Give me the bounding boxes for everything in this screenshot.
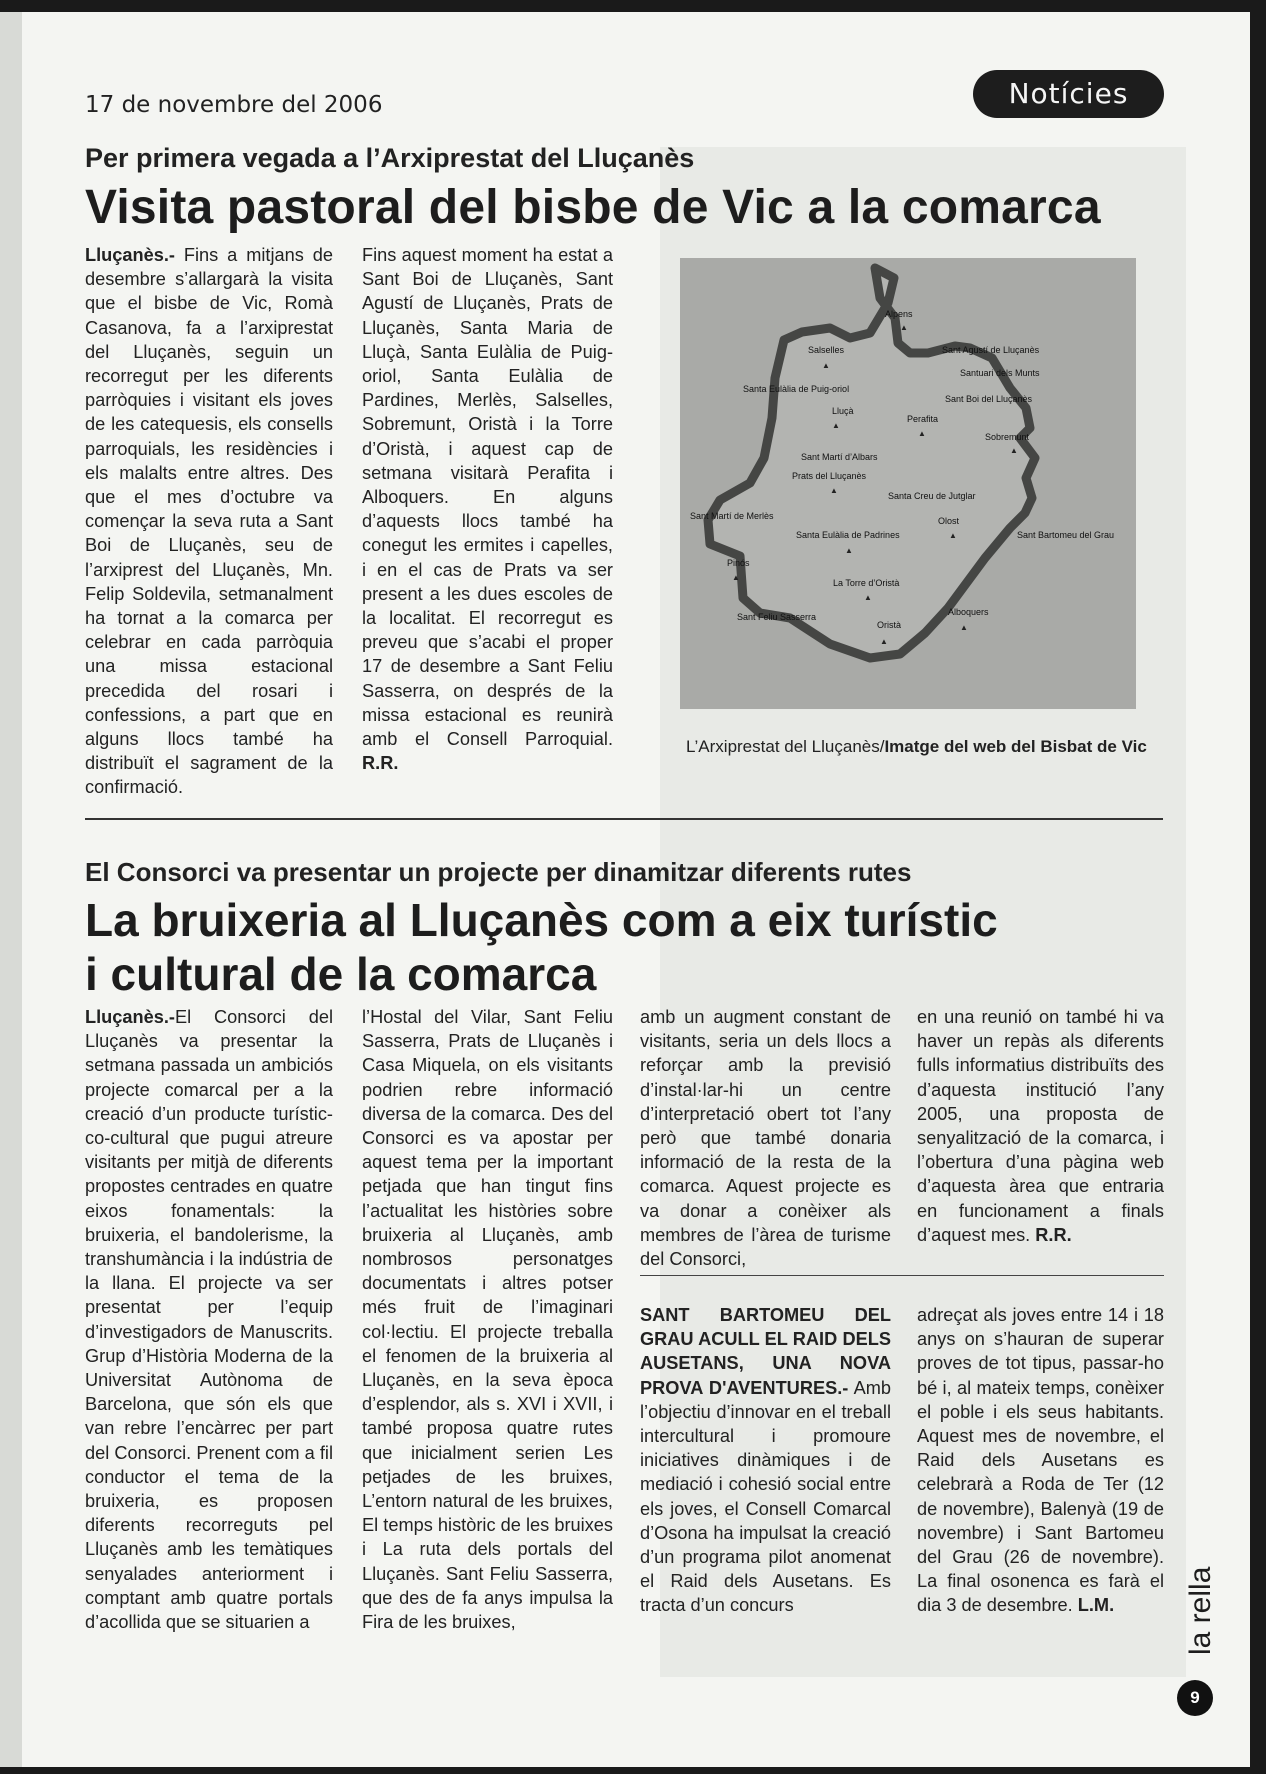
map-label-pinos: Pinós <box>727 558 750 568</box>
svg-text:▲: ▲ <box>864 593 872 602</box>
page-number: 9 <box>1177 1680 1213 1716</box>
magazine-logo <box>1172 1555 1232 1655</box>
article2-headline <box>85 893 998 1001</box>
article2-column-4 <box>917 1005 1164 1247</box>
map-label-sant-marti-merles: Sant Martí de Merlès <box>690 511 774 521</box>
svg-text:▲: ▲ <box>949 531 957 540</box>
article1-lead: Lluçanès.- <box>85 245 175 265</box>
article1-col1-text: Fins a mitjans de desembre s’allargarà la visita que el bisbe de Vic, Romà Casanova, fa a l’arxiprestat del Lluçanès, seguin un recorregut per les diferents parròquies i visitant els joves de les catequesis, els consells parroquials, les residències i els malalts entre altres. Des que el mes d’octubre va començar la seva ruta a Sant Boi de Lluçanès, seu de l’arxiprest del Lluçanès, Mn. Felip Soldevila, setmanalment ha tornat a la comarca per celebrar en cada parròquia una missa estacional precedida del rosari i confessions, a part que en alguns llocs també ha distribuït el sagrament de la confirmació. <box>85 245 333 798</box>
article2-kicker: El Consorci va presentar un projecte per dinamitzar diferents rutes <box>85 857 912 887</box>
map-label-sant-boi: Sant Boi del Lluçanès <box>945 394 1033 404</box>
map-label-torre-orista: La Torre d’Oristà <box>833 578 900 588</box>
svg-text:▲: ▲ <box>822 361 830 370</box>
article3-headline: SANT BARTOMEU DEL GRAU ACULL EL RAID DELS AUSETANS, UNA NOVA PROVA D'AVENTURES.- <box>640 1305 891 1398</box>
article2-headline-line2: i cultural de la comarca <box>85 948 597 1000</box>
article1-column-1 <box>85 243 333 800</box>
map-label-sant-bartomeu: Sant Bartomeu del Grau <box>1017 530 1115 540</box>
map-label-prats: Prats del Lluçanès <box>792 471 867 481</box>
map-label-alboquers: Alboquers <box>948 607 989 617</box>
svg-text:▲: ▲ <box>960 623 968 632</box>
article3-column-2 <box>917 1303 1164 1618</box>
issue-date: 17 de novembre del 2006 <box>85 92 383 118</box>
svg-text:▲: ▲ <box>732 573 740 582</box>
svg-text:▲: ▲ <box>918 429 926 438</box>
article2-signature: R.R. <box>1035 1224 1072 1245</box>
map-label-pardines: Santa Eulàlia de Padrines <box>796 530 900 540</box>
map-label-lluca: Lluçà <box>832 406 854 416</box>
article2-headline-line1: La bruixeria al Lluçanès com a eix turístic <box>85 894 998 946</box>
svg-text:▲: ▲ <box>832 421 840 430</box>
article1-signature: R.R. <box>362 753 399 774</box>
map-label-puig-oriol: Santa Eulàlia de Puig-oriol <box>743 384 850 394</box>
article3-column-1 <box>640 1303 891 1618</box>
map-caption-text: L’Arxiprestat del Lluçanès/ <box>686 737 885 756</box>
map-graphic <box>680 258 1136 709</box>
article1-headline: Visita pastoral del bisbe de Vic a la comarca <box>85 181 1101 234</box>
map-label-santuari: Santuari dels Munts <box>960 368 1040 378</box>
map-label-sant-feliu: Sant Feliu Sasserra <box>737 612 817 622</box>
article1-column-2 <box>362 243 613 775</box>
magazine-name: la rella <box>1184 1566 1217 1655</box>
brief-divider <box>640 1275 1164 1276</box>
article3-signature: L.M. <box>1077 1595 1115 1616</box>
map-label-alpens: Alpens <box>885 309 913 319</box>
map-label-orista: Oristà <box>877 620 902 630</box>
map-caption <box>686 737 1147 757</box>
svg-text:▲: ▲ <box>880 637 888 646</box>
map-caption-credit: Imatge del web del Bisbat de Vic <box>884 737 1147 756</box>
article1-col2-text: Fins aquest moment ha estat a Sant Boi de Lluçanès, Sant Agustí de Lluçanès, Prats de Lluçanès, Santa Maria de Lluçà, Santa Eulàlia de Puig-oriol, Santa Eulàlia de Pardines, Merlès, Salselles, Sobremunt, Oristà i la Torre d’Oristà, i aquest cap de setmana visitarà Perafita i Alboquers. En alguns d’aquests llocs també ha conegut les ermites i capelles, i en el cas de Prats va ser present a les dues escoles de la localitat. El recorregut es preveu que s’acabi el proper 17 de desembre a Sant Feliu Sasserra, on després de la missa estacional es reunirà amb el Consell Parroquial. <box>362 245 613 750</box>
map-label-sant-marti-albars: Sant Martí d’Albars <box>801 452 878 462</box>
svg-text:▲: ▲ <box>1010 446 1018 455</box>
svg-text:▲: ▲ <box>830 486 838 495</box>
svg-text:▲: ▲ <box>845 546 853 555</box>
article2-col4-text: en una reunió on també hi va haver un repàs als diferents fulls informatius distribuïts des d’aquesta institució l’any 2005, una proposta de senyalització de la comarca, i l’obertura d’una pàgina web d’aquesta àrea que entraria en funcionament a finals d’aquest mes. <box>917 1007 1164 1245</box>
svg-text:▲: ▲ <box>900 323 908 332</box>
article3-col2-text: adreçat als joves entre 14 i 18 anys on s’hauran de superar proves de tot tipus, passar-ho bé i, al mateix temps, conèixer el poble i els seus habitants. Aquest mes de novembre, el Raid dels Ausetans es celebrarà a Roda de Ter (12 de novembre), Balenyà (19 de novembre) i Sant Bartomeu del Grau (26 de novembre). La final osonenca es farà el dia 3 de desembre. <box>917 1305 1164 1616</box>
article2-column-3 <box>640 1005 891 1271</box>
article2-column-1 <box>85 1005 333 1634</box>
article3-col1-text: Amb l’objectiu d’innovar en el treball intercultural i promoure iniciatives dinàmiques i de mediació i cohesió social entre els joves, el Consell Comarcal d’Osona ha impulsat la creació d’un programa pilot anomenat el Raid dels Ausetans. Es tracta d’un concurs <box>640 1377 891 1616</box>
article2-col2-text: l’Hostal del Vilar, Sant Feliu Sasserra, Prats de Lluçanès i Casa Miquela, on els visitants podrien rebre informació diversa de la comarca. Des del Consorci es va apostar per aquest tema per la important petjada que han tingut fins l’actualitat les històries sobre bruixeria al Lluçanès, amb nombrosos personatges documentats i altres potser més fruit de l’imaginari col·lectiu. El projecte treballa el fenomen de la bruixeria al Lluçanès, en la seva època d’esplendor, als s. XVI i XVII, i també proposa quatre rutes que inicialment serien Les petjades de les bruixes, L’entorn natural de les bruixes, El temps històric de les bruixes i La ruta dels portals del Lluçanès. Sant Feliu Sasserra, que des de fa anys impulsa la Fira de les bruixes, <box>362 1007 613 1633</box>
map-label-salselles: Salselles <box>808 345 845 355</box>
article2-col1-text: El Consorci del Lluçanès va presentar la setmana passada un ambiciós projecte comarcal per a la creació d’un producte turístic-co-cultural que pugui atreure visitants per mitjà de diferents propostes centrades en quatre eixos fonamentals: la bruixeria, el bandolerisme, la transhumància i la indústria de la llana. El projecte va ser presentat per l’equip d’investigadors de Manuscrits. Grup d’Història Moderna de la Universitat Autònoma de Barcelona, que són els que van rebre l’encàrrec per part del Consorci. Prenent com a fil conductor el tema de la bruixeria, es proposen diferents recorreguts pel Lluçanès amb les temàtiques senyalades anteriorment i comptant amb quatre portals d’acollida que se situarien a <box>85 1007 333 1633</box>
arxiprestat-map <box>680 258 1136 709</box>
section-badge: Notícies <box>973 70 1164 118</box>
map-label-sant-agusti: Sant Agustí de Lluçanès <box>942 345 1040 355</box>
map-label-santa-creu: Santa Creu de Jutglar <box>888 491 976 501</box>
article2-lead: Lluçanès.- <box>85 1007 175 1027</box>
article2-col3-text: amb un augment constant de visitants, seria un dels llocs a reforçar amb la previsió d’instal·lar-hi un centre d’interpretació obert tot l’any però que també donaria informació de la resta de la comarca. Aquest projecte es va donar a conèixer als membres de l’àrea de turisme del Consorci, <box>640 1007 891 1270</box>
map-label-sobremunt: Sobremunt <box>985 432 1030 442</box>
map-label-perafita: Perafita <box>907 414 939 424</box>
section-divider <box>85 818 1163 820</box>
article2-column-2 <box>362 1005 613 1634</box>
article1-kicker: Per primera vegada a l’Arxiprestat del Lluçanès <box>85 143 695 173</box>
map-label-olost: Olost <box>938 516 960 526</box>
